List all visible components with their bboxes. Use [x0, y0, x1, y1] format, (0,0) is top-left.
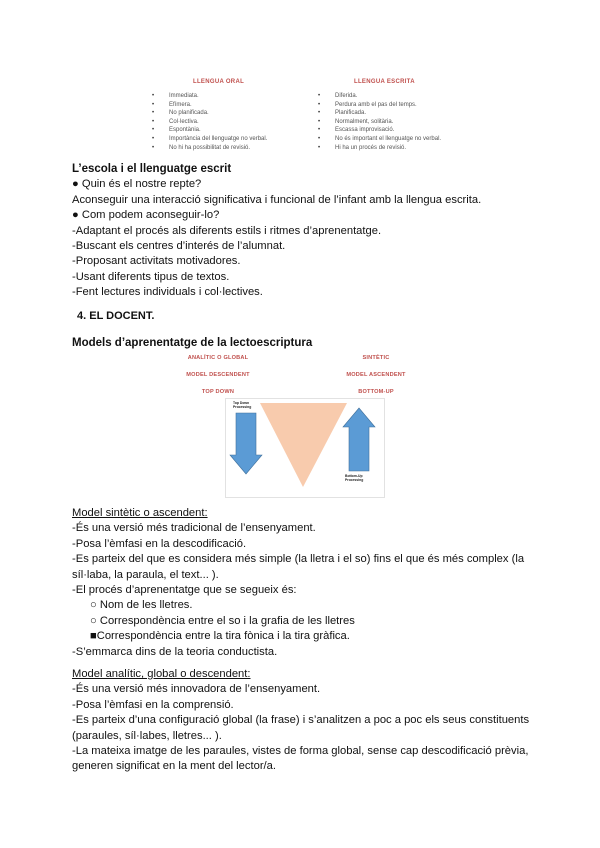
text-line: -El procés d’aprenentatge que se segueix és:	[72, 584, 297, 597]
text-line: -Es parteix d’una configuració global (la frase) i s’analitzen a poc a poc els seus constituents	[72, 714, 530, 727]
text-line: -Buscant els centres d’interés de l’alumnat.	[72, 240, 286, 253]
section-synthetic	[72, 506, 524, 660]
written-item: • Normalment, solitària.	[318, 118, 441, 127]
text-line: -La mateixa imatge de les paraules, vistes de forma global, sense cap descodificació prèvia,	[72, 745, 529, 758]
written-item: • No és important el llenguatge no verbal.	[318, 135, 441, 144]
text-line: -És una versió més tradicional de l’ensenyament.	[72, 522, 316, 535]
list-step: ■Correspondència entre la tira fònica i la tira gràfica.	[90, 630, 350, 643]
section-analytic	[72, 667, 529, 775]
downward-arrow	[230, 413, 262, 474]
diagram-label: BOTTOM-UP	[358, 389, 394, 395]
text-line: -Posa l’èmfasi en la descodificació.	[72, 537, 247, 550]
text-line: ● Com podem aconseguir-lo?	[72, 209, 220, 222]
diagram-label: SINTÈTIC	[362, 355, 390, 361]
diagram-label: MODEL DESCENDENT	[186, 372, 250, 378]
reading-models-diagram	[225, 398, 385, 498]
section-docent-title: 4. EL DOCENT.	[77, 310, 155, 322]
written-header: LLENGUA ESCRITA	[354, 79, 415, 85]
oral-item: • No hi ha possibilitat de revisió.	[152, 144, 267, 153]
text-line: -Fent lectures individuals i col·lectives.	[72, 286, 263, 299]
text-line: generen significat en la ment del lector/a.	[72, 760, 276, 773]
list-step: ○ Nom de les lletres.	[90, 599, 193, 612]
oral-item: • Immediata.	[152, 92, 267, 101]
text-line: -S’emmarca dins de la teoria conductista.	[72, 645, 278, 658]
oral-item: • Importància del llenguatge no verbal.	[152, 135, 267, 144]
written-item: • Planificada.	[318, 109, 441, 118]
oral-item: • No planificada.	[152, 109, 267, 118]
section-title: L’escola i el llenguatge escrit	[72, 163, 232, 175]
synthetic-title: Model sintètic o ascendent:	[72, 507, 208, 519]
text-line: Aconseguir una interacció significativa i funcional de l’infant amb la llengua escrita.	[72, 193, 482, 206]
list-step: ○ Correspondència entre el so i la grafia de les lletres	[90, 614, 355, 627]
models-title: Models d’aprenentatge de la lectoescriptura	[72, 337, 313, 349]
oral-list	[152, 92, 267, 152]
diagram-label: ANALÍTIC O GLOBAL	[187, 355, 249, 361]
text-line: -Posa l’èmfasi en la comprensió.	[72, 698, 234, 711]
section-school	[72, 162, 481, 301]
written-item: • Hi ha un procés de revisió.	[318, 144, 441, 153]
text-line: (paraules, síl·labes, lletres... ).	[72, 729, 222, 742]
analytic-title: Model analític, global o descendent:	[72, 668, 251, 680]
written-item: • Perdura amb el pas del temps.	[318, 101, 441, 110]
text-line: -Proposant activitats motivadores.	[72, 255, 241, 268]
written-item: • Escassa improvisació.	[318, 126, 441, 135]
oral-item: • Espontània.	[152, 126, 267, 135]
diagram-label: TOP DOWN	[201, 389, 235, 395]
bottomup-caption: Bottom-Up Processing	[345, 474, 364, 482]
topdown-caption: Top Down Processing	[233, 401, 252, 409]
text-line: -Adaptant el procés als diferents estils i ritmes d’aprenentatge.	[72, 224, 382, 237]
text-line: síl·laba, la paraula, el text... ).	[72, 568, 219, 581]
oral-header: LLENGUA ORAL	[193, 79, 245, 85]
text-line: -Usant diferents tipus de textos.	[72, 270, 230, 283]
written-list	[318, 92, 441, 152]
inverted-triangle	[260, 403, 347, 487]
diagram-label: MODEL ASCENDENT	[346, 372, 406, 378]
text-line: -És una versió més innovadora de l’ensenyament.	[72, 683, 321, 696]
text-line: -Es parteix del que es considera més simple (la lletra i el so) fins el que és més complex (la	[72, 553, 525, 566]
upward-arrow	[343, 408, 375, 471]
oral-item: • Col·lectiva.	[152, 118, 267, 127]
written-item: • Diferida.	[318, 92, 441, 101]
text-line: ● Quin és el nostre repte?	[72, 178, 202, 191]
oral-item: • Efímera.	[152, 101, 267, 110]
